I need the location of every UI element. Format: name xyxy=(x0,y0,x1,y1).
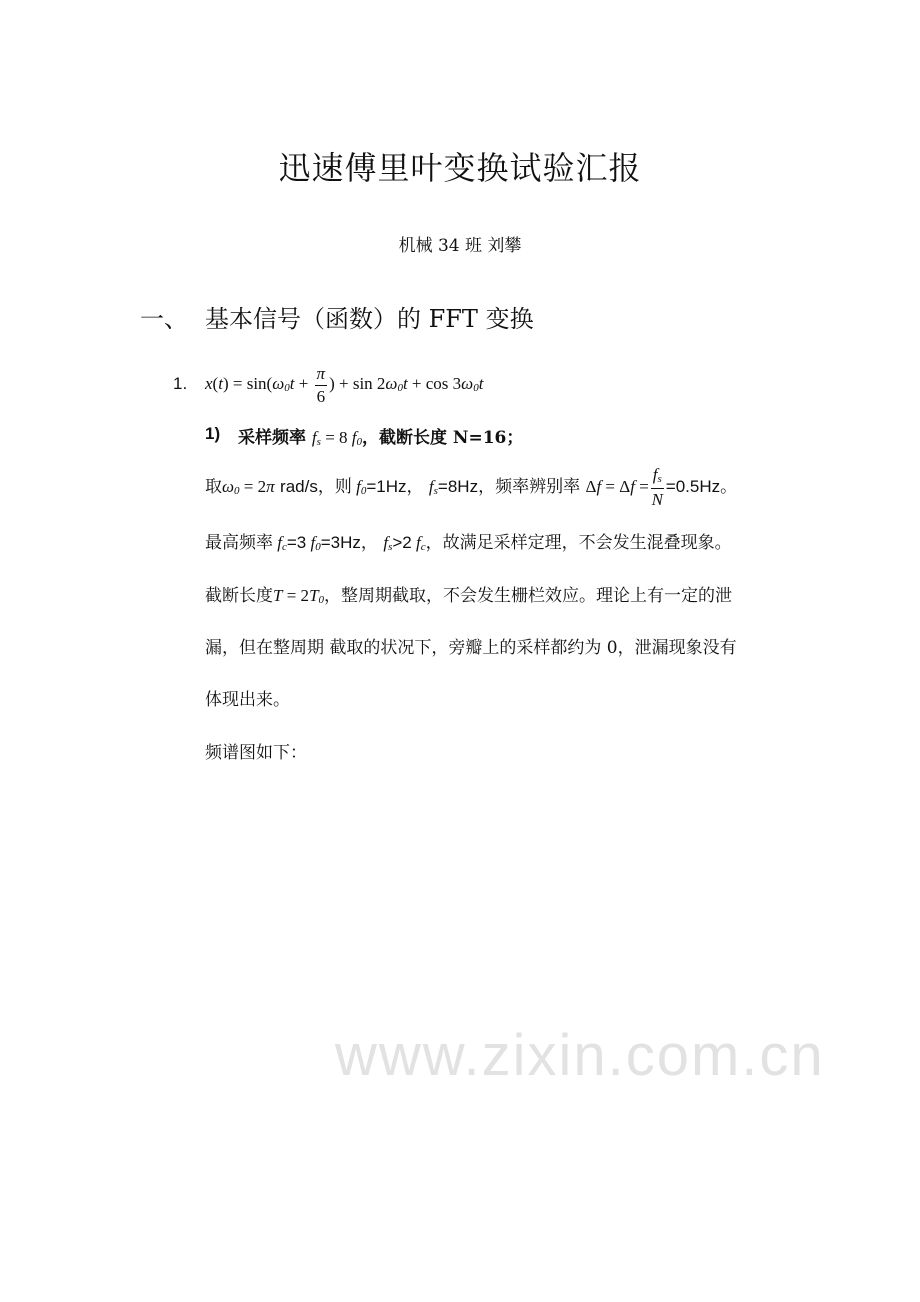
pi-over-six-fraction: $\frac{\pi}{6}$ xyxy=(316,363,326,406)
paragraph-leakage-end: 体现出来。 xyxy=(205,690,290,710)
watermark: www.zixin.com.cn xyxy=(335,1023,825,1088)
signal-formula: x(t) = sin(ω0t + $\frac{\pi}{6}$ ) + sin 2ω0t + cos 3ω0t xyxy=(205,363,484,406)
paragraph-sampling: 取ω0 = 2π rad/s，则 f0=1Hz， fs=8Hz，频率辨别率 Δf = Δf = $\frac{fs}{N}$ =0.5Hz。 xyxy=(205,465,738,509)
paragraph-truncation: 截断长度T = 2T0，整周期截取，不会发生栅栏效应。理论上有一定的泄 xyxy=(205,586,733,606)
document-title: 迅速傅里叶变换试验汇报 xyxy=(278,149,642,187)
item-number: 1. xyxy=(173,374,188,393)
author-line: 机械 34 班 刘攀 xyxy=(398,236,522,256)
paragraph-max-frequency: 最高频率 fc=3 f0=3Hz， fs>2 fc，故满足采样定理，不会发生混叠现象。 xyxy=(205,533,732,553)
sub-item-number: 1) xyxy=(205,424,221,443)
section-number: 一、 xyxy=(140,305,188,333)
fs-over-n-fraction: $\frac{fs}{N}$ xyxy=(651,465,663,509)
section-heading: 基本信号（函数）的 FFT 变换 xyxy=(205,305,534,333)
sub-item-heading: 采样频率 fs = 8 f0，截断长度 N=16； xyxy=(238,428,524,448)
paragraph-leakage: 漏，但在整周期 截取的状况下，旁瓣上的采样都约为 0，泄漏现象没有 xyxy=(205,638,737,658)
spectrum-caption: 频谱图如下： xyxy=(205,743,307,763)
